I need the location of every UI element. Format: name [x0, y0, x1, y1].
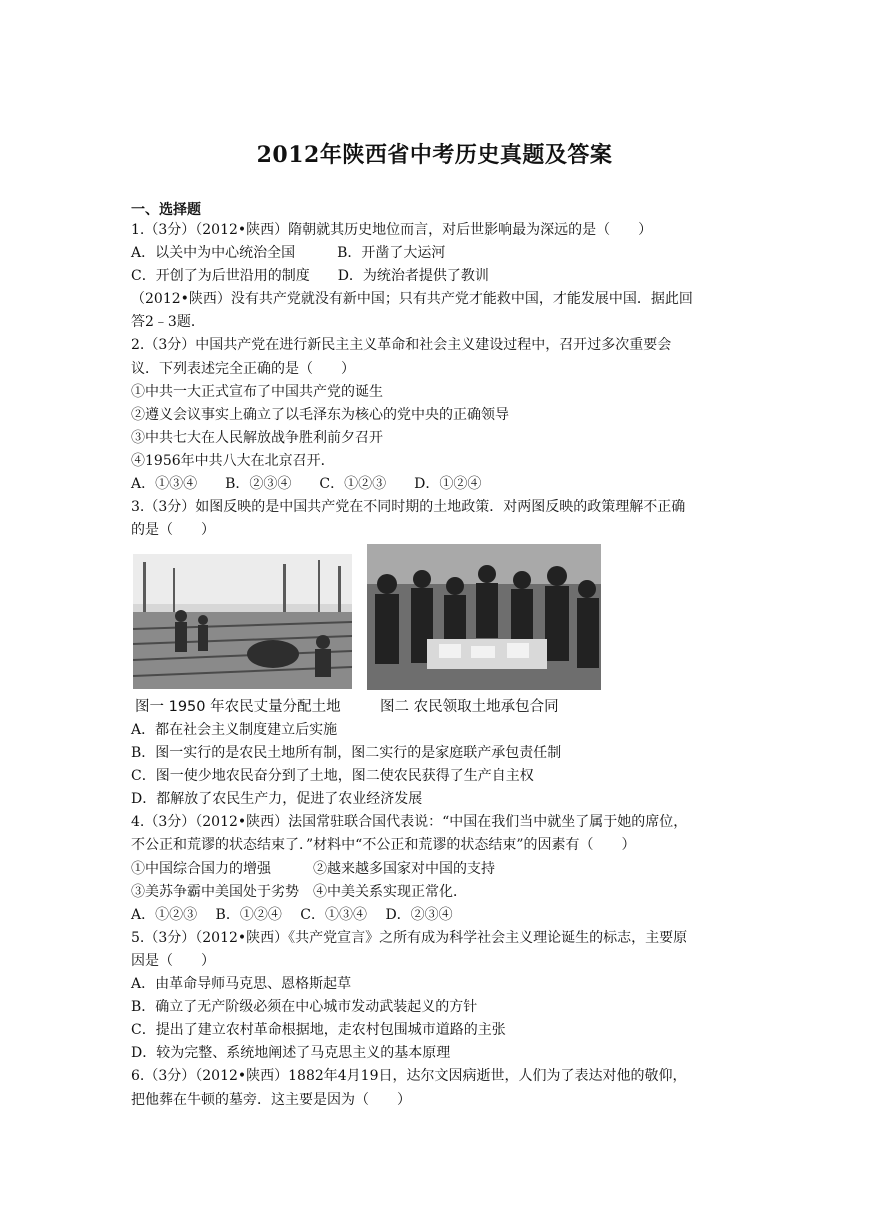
figure1-caption: 图一 1950 年农民丈量分配土地	[135, 699, 341, 715]
text-line: 2.（3分）中国共产党在进行新民主主义革命和社会主义建设过程中，召开过多次重要会	[131, 337, 672, 354]
text-line: 3.（3分）如图反映的是中国共产党在不同时期的土地政策．对两图反映的政策理解不正确	[131, 499, 686, 516]
text-line: A．①③④ B．②③④ C．①②③ D．①②④	[131, 476, 482, 493]
contract-receiving-photo-image	[367, 544, 601, 690]
text-line: A．以关中为中心统治全国 B．开凿了大运河	[131, 245, 446, 262]
text-line: 把他葬在牛顿的墓旁．这主要是因为（ ）	[131, 1091, 411, 1108]
text-line: 5.（3分）（2012•陕西）《共产党宣言》之所有成为科学社会主义理论诞生的标志，主要原	[131, 929, 688, 946]
figure2-photo	[367, 544, 601, 690]
text-line: C．图一使少地农民奋分到了土地，图二使农民获得了生产自主权	[131, 768, 534, 785]
text-line: A．由革命导师马克思、恩格斯起草	[131, 976, 352, 993]
text-line: A．①②③ B．①②④ C．①③④ D．②③④	[131, 906, 453, 923]
text-line: D．都解放了农民生产力，促进了农业经济发展	[131, 791, 423, 808]
text-line: （2012•陕西）没有共产党就没有新中国；只有共产党才能救中国，才能发展中国．据此回	[131, 291, 693, 308]
figure2-caption: 图二 农民领取土地承包合同	[380, 699, 559, 715]
text-line: ③美苏争霸中美国处于劣势 ④中美关系实现正常化．	[131, 883, 467, 900]
text-line: 因是（ ）	[131, 952, 215, 969]
question-block-1-3	[131, 219, 751, 542]
figure1-photo	[133, 554, 352, 689]
text-line: 不公正和荒谬的状态结束了．”材料中“不公正和荒谬的状态结束”的因素有（ ）	[131, 837, 636, 854]
text-line: ①中共一大正式宣布了中国共产党的诞生	[131, 383, 383, 400]
figures-row	[131, 544, 751, 719]
text-line: ④1956年中共八大在北京召开．	[131, 452, 335, 469]
text-line: ②遵义会议事实上确立了以毛泽东为核心的党中央的正确领导	[131, 406, 509, 423]
page-title: 2012年陕西省中考历史真题及答案	[256, 142, 613, 168]
text-line: B．确立了无产阶级必须在中心城市发动武装起义的方针	[131, 999, 478, 1016]
text-line: D．较为完整、系统地阐述了马克思主义的基本原理	[131, 1045, 451, 1062]
text-line: 答2﹣3题．	[131, 314, 205, 331]
text-line: 议．下列表述完全正确的是（ ）	[131, 360, 355, 377]
field-measuring-photo-image	[133, 554, 352, 689]
text-line: ①中国综合国力的增强 ②越来越多国家对中国的支持	[131, 860, 495, 877]
text-line: 的是（ ）	[131, 522, 215, 539]
question-block-3-6	[131, 719, 751, 1112]
text-line: B．图一实行的是农民土地所有制，图二实行的是家庭联产承包责任制	[131, 745, 562, 762]
text-line: A．都在社会主义制度建立后实施	[131, 722, 338, 738]
text-line: C．开创了为后世沿用的制度 D．为统治者提供了教训	[131, 268, 489, 285]
text-line: C．提出了建立农村革命根据地，走农村包围城市道路的主张	[131, 1022, 506, 1039]
text-line: ③中共七大在人民解放战争胜利前夕召开	[131, 429, 383, 446]
text-line: 4.（3分）（2012•陕西）法国常驻联合国代表说：“中国在我们当中就坐了属于她的席位，	[131, 814, 688, 831]
text-line: 1.（3分）（2012•陕西）隋朝就其历史地位而言，对后世影响最为深远的是（ ）	[131, 222, 653, 238]
section-heading: 一、选择题	[131, 202, 201, 218]
text-line: 6.（3分）（2012•陕西）1882年4月19日，达尔文因病逝世，人们为了表达对他的敬仰，	[131, 1068, 687, 1085]
